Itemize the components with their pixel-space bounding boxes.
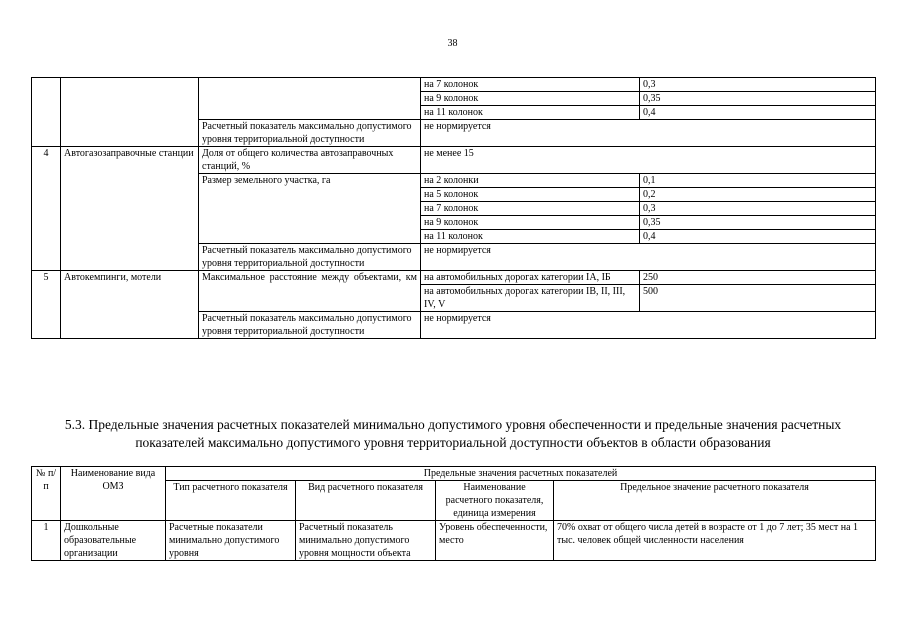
- cell-kind: Расчетный показатель минимально допустимого уровня мощности объекта: [296, 521, 436, 561]
- table-row: [32, 521, 876, 561]
- object-name: Автогазозаправочные станции: [61, 147, 199, 271]
- row-number: 4: [32, 147, 61, 271]
- cell-value: не менее 15: [421, 147, 876, 174]
- cell-value: 0,35: [640, 216, 876, 230]
- cell-value: 70% охват от общего числа детей в возрасте от 1 до 7 лет; 35 мест на 1 тыс. человек общей численности населения: [554, 521, 876, 561]
- cell-value: не нормируется: [421, 312, 876, 339]
- cell-label: на 2 колонки: [421, 174, 640, 188]
- table-gas-stations: [31, 77, 876, 339]
- cell-value: 250: [640, 271, 876, 285]
- table-row: [32, 271, 876, 285]
- cell-label: на 9 колонок: [421, 216, 640, 230]
- cell-label: на 7 колонок: [421, 202, 640, 216]
- cell-value: 0,1: [640, 174, 876, 188]
- cell-value: 0,35: [640, 92, 876, 106]
- table-header-row: [32, 467, 876, 481]
- cell-label: Расчетный показатель максимально допустимого уровня территориальной доступности: [199, 244, 421, 271]
- cell-label: на 11 колонок: [421, 106, 640, 120]
- cell-label: на 9 колонок: [421, 92, 640, 106]
- cell-type: Расчетные показатели минимально допустимого уровня: [166, 521, 296, 561]
- row-number: 5: [32, 271, 61, 339]
- cell-value: 0,4: [640, 230, 876, 244]
- table-row: [32, 147, 876, 174]
- table-education: [31, 466, 876, 561]
- cell-value: 0,4: [640, 106, 876, 120]
- cell-label: Размер земельного участка, га: [199, 174, 421, 244]
- header-value: Предельное значение расчетного показателя: [554, 481, 876, 521]
- cell-label: на 7 колонок: [421, 78, 640, 92]
- cell-unit: Уровень обеспеченности, место: [436, 521, 554, 561]
- cell-label: на автомобильных дорогах категории IB, II, III, IV, V: [421, 285, 640, 312]
- object-name: Дошкольные образовательные организации: [61, 521, 166, 561]
- cell-label: Максимальное расстояние между объектами, км: [199, 271, 421, 312]
- row-number: 1: [32, 521, 61, 561]
- cell-value: 0,2: [640, 188, 876, 202]
- header-num: № п/п: [32, 467, 61, 521]
- header-unit: Наименование расчетного показателя, единица измерения: [436, 481, 554, 521]
- cell-value: 0,3: [640, 202, 876, 216]
- header-group: Предельные значения расчетных показателей: [166, 467, 876, 481]
- header-omz: Наименование вида ОМЗ: [61, 467, 166, 521]
- cell-label: на автомобильных дорогах категории IA, IБ: [421, 271, 640, 285]
- cell-label: на 5 колонок: [421, 188, 640, 202]
- cell-value: 0,3: [640, 78, 876, 92]
- cell-value: 500: [640, 285, 876, 312]
- page-number: 38: [447, 38, 458, 49]
- object-name: Автокемпинги, мотели: [61, 271, 199, 339]
- header-type: Тип расчетного показателя: [166, 481, 296, 521]
- cell-value: не нормируется: [421, 244, 876, 271]
- table-row: [32, 78, 876, 92]
- header-kind: Вид расчетного показателя: [296, 481, 436, 521]
- section-title: 5.3. Предельные значения расчетных показателей минимально допустимого уровня обеспеченности и предельные значения расчетных показателей максимально допустимого уровня территориальной доступности объектов в области образования: [64, 417, 842, 450]
- cell-label: Расчетный показатель максимально допустимого уровня территориальной доступности: [199, 312, 421, 339]
- cell-label: Расчетный показатель максимально допустимого уровня территориальной доступности: [199, 120, 421, 147]
- cell-label: Доля от общего количества автозаправочных станций, %: [199, 147, 421, 174]
- cell-label: на 11 колонок: [421, 230, 640, 244]
- cell-value: не нормируется: [421, 120, 876, 147]
